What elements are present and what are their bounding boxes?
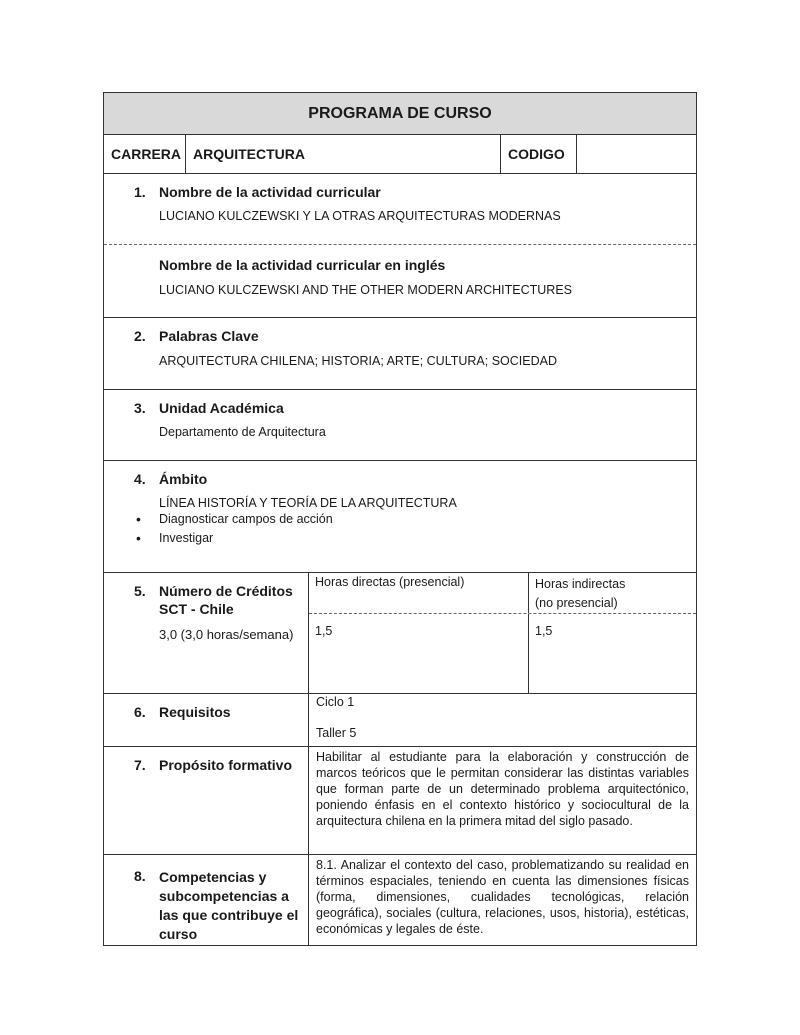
indirect-hours-header-line-2: (no presencial): [535, 596, 618, 610]
section-number: 1.: [134, 184, 146, 200]
indirect-hours-header: [529, 573, 696, 613]
section-heading-line-2: SCT - Chile: [159, 601, 234, 617]
competencies-label-cell: [104, 855, 309, 945]
section-scope: [104, 461, 696, 573]
section-activity-name-english: [104, 245, 696, 318]
hours-header-row: [309, 573, 696, 614]
section-requirements: [104, 694, 696, 747]
credits-label-cell: [104, 573, 309, 693]
hours-value-row: [309, 614, 696, 693]
purpose-label-cell: [104, 747, 309, 854]
carrera-label: CARRERA: [104, 135, 186, 173]
section-number: 4.: [134, 471, 146, 487]
section-heading: Ámbito: [159, 471, 208, 487]
carrera-row: [104, 135, 696, 174]
section-heading: Propósito formativo: [159, 757, 293, 773]
requirements-value-cell: [309, 694, 696, 746]
section-heading: Nombre de la actividad curricular en inglés: [159, 257, 446, 273]
credits-hours-grid: [309, 573, 696, 693]
section-number: 2.: [134, 328, 146, 344]
list-item: • Diagnosticar campos de acción: [104, 510, 696, 529]
requirement-item: Taller 5: [316, 726, 357, 740]
section-credits: [104, 573, 696, 694]
list-item: • Investigar: [104, 529, 696, 548]
section-number: 7.: [134, 757, 146, 773]
section-value: LUCIANO KULCZEWSKI Y LA OTRAS ARQUITECTURAS MODERNAS: [159, 209, 561, 223]
section-activity-name: [104, 174, 696, 245]
purpose-text: Habilitar al estudiante para la elaboración y construcción de marcos teóricos que le permitan considerar las distintas variables que forman parte de un determinado problema arquitectónico, poniendo énfasis en el contexto histórico y sociocultural de la arquitectura chilena en la primera mitad del siglo pasado.: [316, 750, 689, 828]
competencies-text: 8.1. Analizar el contexto del caso, problematizando su realidad en términos espaciales, teniendo en cuenta las dimensiones físicas (forma, dimensiones, cualidades tecnológicas, relación geográfica), sociales (cultura, relaciones, usos, historia), estéticas, económicas y legales de éste.: [316, 858, 689, 936]
section-heading: Nombre de la actividad curricular: [159, 184, 381, 200]
scope-bullet-list: [104, 510, 696, 548]
indirect-hours-header-line-1: Horas indirectas: [535, 577, 626, 591]
section-number: 3.: [134, 400, 146, 416]
direct-hours-value: 1,5: [309, 614, 529, 693]
section-heading: Competencias y subcompetencias a las que contribuye el curso: [159, 869, 299, 942]
form-title-row: [104, 93, 696, 135]
section-heading-line-1: Número de Créditos: [159, 583, 293, 599]
section-formative-purpose: [104, 747, 696, 855]
indirect-hours-value: 1,5: [535, 624, 553, 638]
competencies-text-cell: [309, 855, 696, 945]
section-heading: Unidad Académica: [159, 400, 284, 416]
section-value: Departamento de Arquitectura: [159, 425, 326, 439]
section-value: ARQUITECTURA CHILENA; HISTORIA; ARTE; CULTURA; SOCIEDAD: [159, 354, 557, 368]
purpose-text-cell: [309, 747, 696, 854]
section-keywords: [104, 318, 696, 390]
carrera-value: ARQUITECTURA: [186, 135, 501, 173]
section-heading: Palabras Clave: [159, 328, 259, 344]
codigo-label: CODIGO: [501, 135, 577, 173]
section-competencies: [104, 855, 696, 945]
course-program-form: [103, 92, 697, 946]
section-heading: Requisitos: [159, 704, 231, 720]
section-number: 5.: [134, 583, 146, 599]
form-title: PROGRAMA DE CURSO: [308, 104, 492, 122]
section-value: LÍNEA HISTORÍA Y TEORÍA DE LA ARQUITECTURA: [159, 496, 457, 510]
section-value: LUCIANO KULCZEWSKI AND THE OTHER MODERN ARCHITECTURES: [159, 283, 573, 297]
requirement-item: Ciclo 1: [316, 695, 355, 709]
direct-hours-header: Horas directas (presencial): [309, 573, 529, 613]
codigo-value: [577, 135, 696, 173]
section-academic-unit: [104, 390, 696, 461]
section-number: 8.: [134, 868, 146, 884]
credits-value: 3,0 (3,0 horas/semana): [159, 627, 294, 642]
section-number: 6.: [134, 704, 146, 720]
requirements-label-cell: [104, 694, 309, 746]
